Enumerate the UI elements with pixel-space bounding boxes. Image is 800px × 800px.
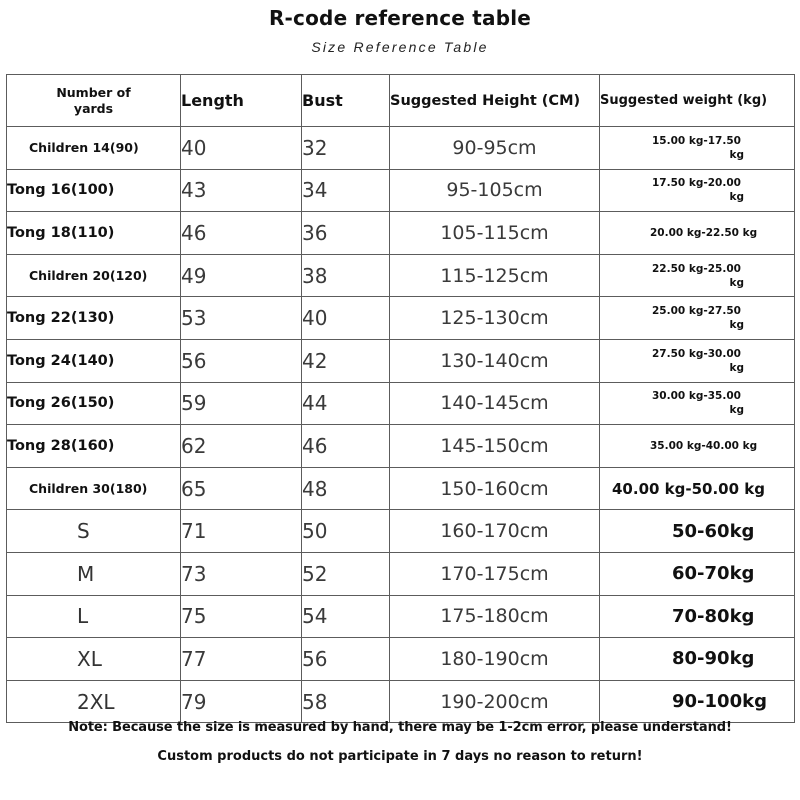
table-row [7, 339, 795, 382]
weight-unit: kg [729, 361, 744, 374]
header-length: Length [181, 75, 302, 127]
header-bust: Bust [302, 75, 390, 127]
length-cell: 43 [181, 169, 302, 212]
weight-range: 22.50 kg-25.00 [652, 262, 741, 275]
size-cell: L [7, 595, 181, 638]
weight-unit: kg [729, 276, 744, 289]
height-cell: 90-95cm [390, 127, 600, 170]
table-row [7, 425, 795, 468]
bust-cell: 50 [302, 510, 390, 553]
weight-cell: 40.00 kg-50.00 kg [600, 467, 795, 510]
height-cell: 150-160cm [390, 467, 600, 510]
length-cell: 75 [181, 595, 302, 638]
header-suggested-weight: Suggested weight (kg) [600, 75, 795, 127]
weight-cell [600, 382, 795, 425]
bust-cell: 36 [302, 212, 390, 255]
weight-unit: kg [729, 319, 744, 332]
table-row [7, 382, 795, 425]
table-header-row [7, 75, 795, 127]
page-title: R-code reference table [268, 6, 532, 30]
weight-cell: 35.00 kg-40.00 kg [600, 425, 795, 468]
size-cell: Tong 26(150) [7, 382, 181, 425]
length-cell: 65 [181, 467, 302, 510]
header-suggested-height: Suggested Height (CM) [390, 75, 600, 127]
height-cell: 125-130cm [390, 297, 600, 340]
size-cell: Children 14(90) [7, 127, 181, 170]
weight-range: 30.00 kg-35.00 [652, 390, 741, 403]
height-cell: 190-200cm [390, 680, 600, 723]
height-cell: 140-145cm [390, 382, 600, 425]
length-cell: 77 [181, 638, 302, 681]
weight-cell: 90-100kg [600, 680, 795, 723]
size-cell: Tong 22(130) [7, 297, 181, 340]
bust-cell: 32 [302, 127, 390, 170]
bust-cell: 38 [302, 254, 390, 297]
size-cell: Tong 24(140) [7, 339, 181, 382]
length-cell: 59 [181, 382, 302, 425]
table-row [7, 510, 795, 553]
height-cell: 170-175cm [390, 552, 600, 595]
weight-cell [600, 169, 795, 212]
table-row [7, 638, 795, 681]
weight-cell [600, 297, 795, 340]
table-row [7, 680, 795, 723]
weight-range: 27.50 kg-30.00 [652, 347, 741, 360]
height-cell: 105-115cm [390, 212, 600, 255]
bust-cell: 52 [302, 552, 390, 595]
bust-cell: 56 [302, 638, 390, 681]
weight-unit: kg [729, 148, 744, 161]
size-cell: Tong 16(100) [7, 169, 181, 212]
bust-cell: 48 [302, 467, 390, 510]
size-cell: Children 30(180) [7, 467, 181, 510]
header-number-of-yards [7, 75, 181, 127]
length-cell: 49 [181, 254, 302, 297]
bust-cell: 46 [302, 425, 390, 468]
return-policy-note: Custom products do not participate in 7 days no reason to return! [157, 749, 643, 764]
height-cell: 95-105cm [390, 169, 600, 212]
height-cell: 160-170cm [390, 510, 600, 553]
bust-cell: 42 [302, 339, 390, 382]
weight-cell: 20.00 kg-22.50 kg [600, 212, 795, 255]
table-row [7, 552, 795, 595]
size-cell: 2XL [7, 680, 181, 723]
bust-cell: 58 [302, 680, 390, 723]
height-cell: 180-190cm [390, 638, 600, 681]
bust-cell: 54 [302, 595, 390, 638]
length-cell: 73 [181, 552, 302, 595]
bust-cell: 34 [302, 169, 390, 212]
weight-range: 25.00 kg-27.50 [652, 305, 741, 318]
weight-unit: kg [729, 191, 744, 204]
weight-cell: 80-90kg [600, 638, 795, 681]
length-cell: 40 [181, 127, 302, 170]
weight-unit: kg [729, 404, 744, 417]
header-yards-line-1: Number of [56, 84, 131, 100]
length-cell: 56 [181, 339, 302, 382]
table-row [7, 127, 795, 170]
height-cell: 145-150cm [390, 425, 600, 468]
weight-cell [600, 254, 795, 297]
size-cell: Tong 18(110) [7, 212, 181, 255]
table-row [7, 169, 795, 212]
size-cell: M [7, 552, 181, 595]
weight-range: 15.00 kg-17.50 [652, 134, 741, 147]
weight-cell: 60-70kg [600, 552, 795, 595]
height-cell: 175-180cm [390, 595, 600, 638]
length-cell: 71 [181, 510, 302, 553]
table-row [7, 595, 795, 638]
size-cell: Children 20(120) [7, 254, 181, 297]
size-cell: Tong 28(160) [7, 425, 181, 468]
bust-cell: 40 [302, 297, 390, 340]
height-cell: 115-125cm [390, 254, 600, 297]
page-subtitle: Size Reference Table [311, 39, 489, 55]
header-yards-line-2: yards [73, 100, 114, 116]
weight-cell [600, 127, 795, 170]
weight-range: 17.50 kg-20.00 [652, 177, 741, 190]
height-cell: 130-140cm [390, 339, 600, 382]
table-row [7, 467, 795, 510]
weight-cell: 70-80kg [600, 595, 795, 638]
length-cell: 53 [181, 297, 302, 340]
length-cell: 79 [181, 680, 302, 723]
length-cell: 62 [181, 425, 302, 468]
table-row [7, 297, 795, 340]
size-cell: XL [7, 638, 181, 681]
weight-cell [600, 339, 795, 382]
measurement-error-note: Note: Because the size is measured by hand, there may be 1-2cm error, please understand! [68, 720, 732, 735]
length-cell: 46 [181, 212, 302, 255]
table-row [7, 254, 795, 297]
table-row [7, 212, 795, 255]
size-cell: S [7, 510, 181, 553]
size-reference-table [6, 74, 795, 723]
bust-cell: 44 [302, 382, 390, 425]
weight-cell: 50-60kg [600, 510, 795, 553]
